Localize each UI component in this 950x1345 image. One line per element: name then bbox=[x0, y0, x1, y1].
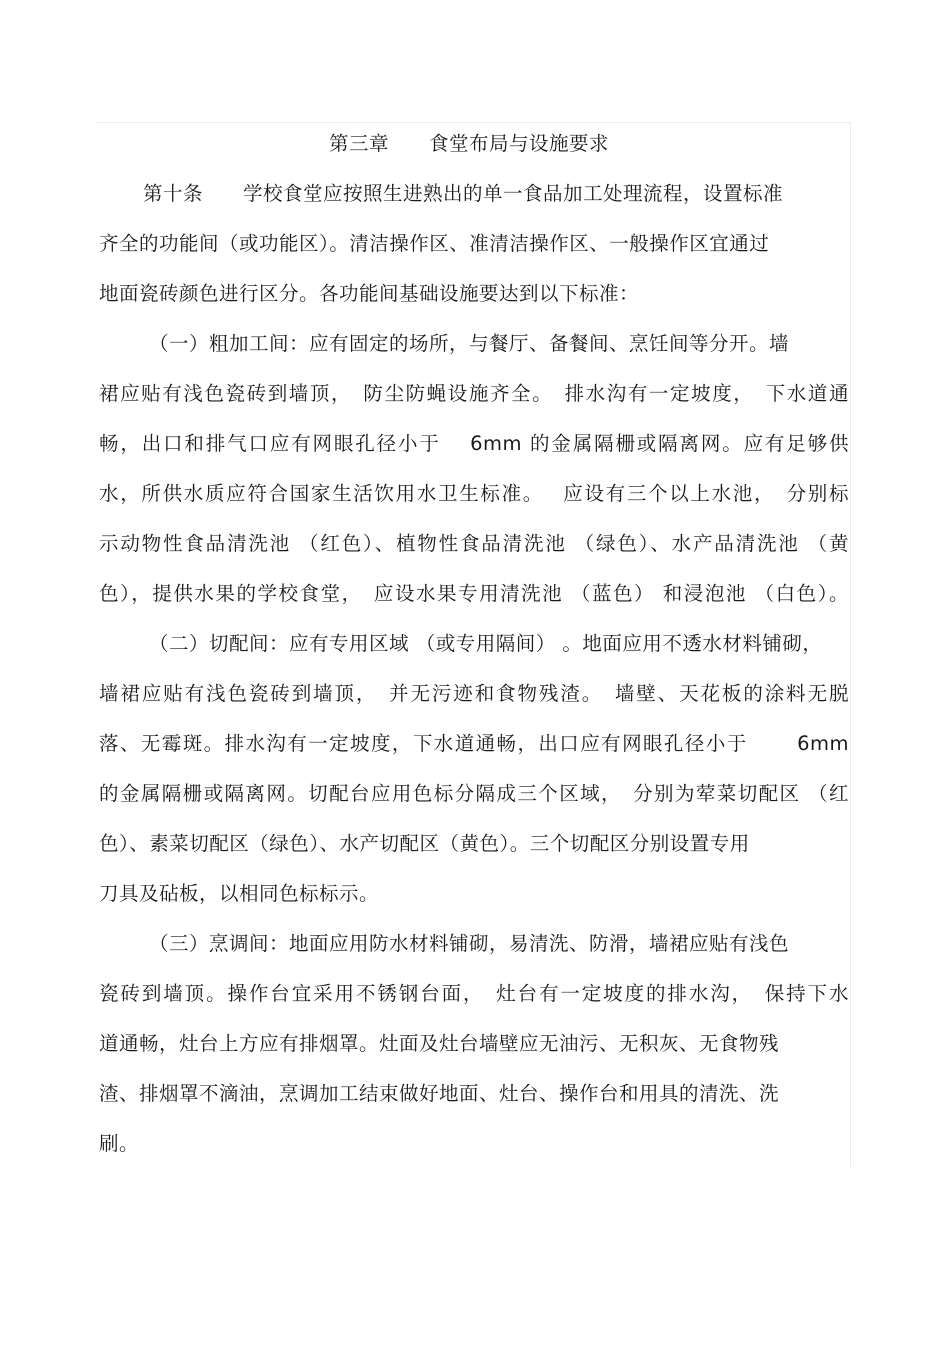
section-1-line-5: 示动物性食品清洗池 （红色）、植物性食品清洗池 （绿色）、水产品清洗池 （黄 bbox=[99, 532, 849, 555]
article-10-line-1: 第十条 学校食堂应按照生进熟出的单一食品加工处理流程，设置标准 bbox=[143, 182, 784, 205]
section-3-line-3: 道通畅，灶台上方应有排烟罩。灶面及灶台墙壁应无油污、无积灰、无食物残 bbox=[99, 1032, 780, 1055]
section-3-line-5: 刷。 bbox=[99, 1132, 140, 1155]
document-body bbox=[99, 126, 849, 1176]
section-3-line-4: 渣、排烟罩不滴油，烹调加工结束做好地面、灶台、操作台和用具的清洗、洗 bbox=[99, 1082, 780, 1105]
article-10-line-3: 地面瓷砖颜色进行区分。各功能间基础设施要达到以下标准： bbox=[99, 282, 640, 305]
section-2-line-5: 色）、素菜切配区（绿色）、水产切配区（黄色）。三个切配区分别设置专用 bbox=[99, 832, 750, 855]
section-1-line-1: （一）粗加工间：应有固定的场所，与餐厅、备餐间、烹饪间等分开。墙 bbox=[149, 332, 790, 355]
section-2-line-6: 刀具及砧板，以相同色标标示。 bbox=[99, 882, 380, 905]
chapter-title: 第三章 食堂布局与设施要求 bbox=[329, 132, 610, 155]
section-1-line-6: 色），提供水果的学校食堂， 应设水果专用清洗池 （蓝色） 和浸泡池 （白色）。 bbox=[99, 582, 849, 605]
article-10-line-2: 齐全的功能间（或功能区）。清洁操作区、准清洁操作区、一般操作区宜通过 bbox=[99, 232, 770, 255]
section-2-line-4: 的金属隔栅或隔离网。切配台应用色标分隔成三个区域， 分别为荤菜切配区 （红 bbox=[99, 782, 849, 805]
section-3-line-1: （三）烹调间：地面应用防水材料铺砌，易清洗、防滑，墙裙应贴有浅色 bbox=[149, 932, 790, 955]
section-2-line-2: 墙裙应贴有浅色瓷砖到墙顶， 并无污迹和食物残渣。 墙壁、天花板的涂料无脱 bbox=[99, 682, 849, 705]
section-1-line-2: 裙应贴有浅色瓷砖到墙顶， 防尘防蝇设施齐全。 排水沟有一定坡度， 下水道通 bbox=[99, 382, 849, 405]
section-2-line-3: 落、无霉斑。排水沟有一定坡度，下水道通畅，出口应有网眼孔径小于 6mm bbox=[99, 732, 849, 755]
section-2-line-1: （二）切配间：应有专用区域 （或专用隔间） 。地面应用不透水材料铺砌， bbox=[149, 632, 823, 655]
section-1-line-4: 水，所供水质应符合国家生活饮用水卫生标准。 应设有三个以上水池， 分别标 bbox=[99, 482, 849, 505]
section-3-line-2: 瓷砖到墙顶。操作台宜采用不锈钢台面， 灶台有一定坡度的排水沟， 保持下水 bbox=[99, 982, 849, 1005]
section-1-line-3: 畅，出口和排气口应有网眼孔径小于 6mm 的金属隔栅或隔离网。应有足够供 bbox=[99, 432, 849, 455]
